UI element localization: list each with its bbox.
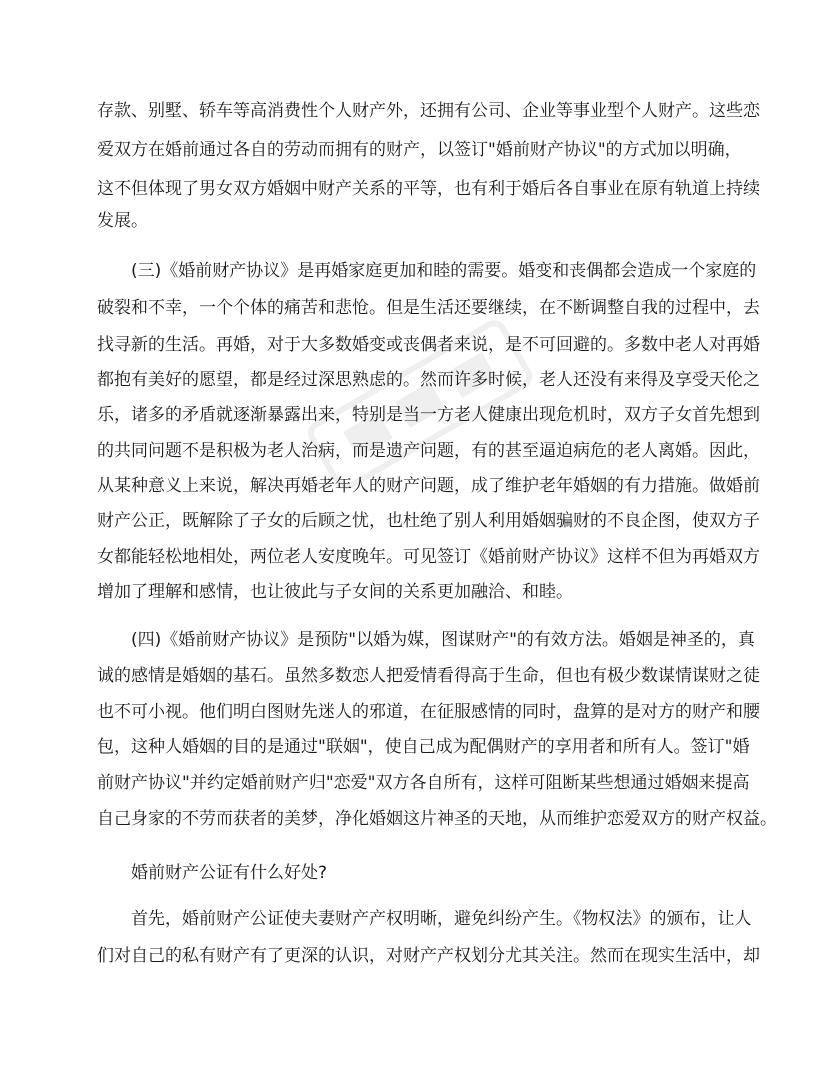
text-line: 找寻新的生活。再婚，对于大多数婚变或丧偶者来说，是不可回避的。多数中老人对再婚 [97, 335, 760, 355]
text-line: (三)《婚前财产协议》是再婚家庭更加和睦的需要。婚变和丧偶都会造成一个家庭的 [131, 261, 757, 281]
text-line: 诚的感情是婚姻的基石。虽然多数恋人把爱情看得高于生命，但也有极少数谋情谋财之徒 [97, 666, 760, 686]
text-line: 包，这种人婚姻的目的是通过"联姻"，使自己成为配偶财产的享用者和所有人。签订"婚 [97, 737, 750, 757]
text-line: 们对自己的私有财产有了更深的认识，对财产产权划分尤其关注。然而在现实生活中，却 [97, 946, 760, 966]
text-line: 爱双方在婚前通过各自的劳动而拥有的财产，以签订"婚前财产协议"的方式加以明确， [97, 140, 742, 160]
text-line: 从某种意义上来说，解决再婚老年人的财产问题，成了维护老年婚姻的有力措施。做婚前 [97, 476, 760, 496]
text-line: 财产公正，既解除了子女的后顾之忧，也杜绝了别人利用婚姻骗财的不良企图，使双方子 [97, 511, 760, 531]
text-line: (四)《婚前财产协议》是预防"以婚为媒，图谋财产"的有效方法。婚姻是神圣的，真 [131, 630, 755, 650]
text-line: 首先，婚前财产公证使夫妻财产产权明晰，避免纠纷产生。《物权法》的颁布，让人 [131, 909, 752, 929]
text-line: 女都能轻松地相处，两位老人安度晚年。可见签订《婚前财产协议》这样不但为再婚双方 [97, 547, 760, 567]
question-heading: 婚前财产公证有什么好处? [131, 863, 328, 883]
text-line: 增加了理解和感情，也让彼此与子女间的关系更加融洽、和睦。 [97, 582, 573, 602]
text-line: 这不但体现了男女双方婚姻中财产关系的平等，也有利于婚后各自事业在原有轨道上持续 [97, 179, 760, 199]
text-line: 都抱有美好的愿望，都是经过深思熟虑的。然而许多时候，老人还没有来得及享受天伦之 [97, 370, 760, 390]
text-line: 自己身家的不劳而获者的美梦，净化婚姻这片神圣的天地，从而维护恋爱双方的财产权益。 [97, 809, 777, 829]
text-line: 发展。 [97, 211, 148, 231]
text-line: 前财产协议"并约定婚前财产归"恋爱"双方各自所有，这样可阻断某些想通过婚姻来提高 [97, 773, 750, 793]
text-line: 破裂和不幸，一个个体的痛苦和悲怆。但是生活还要继续，在不断调整自我的过程中，去 [97, 298, 760, 318]
text-line: 乐，诸多的矛盾就逐渐暴露出来，特别是当一方老人健康出现危机时，双方子女首先想到 [97, 405, 760, 425]
text-line: 存款、别墅、轿车等高消费性个人财产外，还拥有公司、企业等事业型个人财产。这些恋 [97, 101, 760, 121]
text-line: 也不可小视。他们明白图财先迷人的邪道，在征服感情的同时，盘算的是对方的财产和腰 [97, 702, 760, 722]
text-line: 的共同问题不是积极为老人治病，而是遗产问题，有的甚至逼迫病危的老人离婚。因此， [97, 441, 760, 461]
